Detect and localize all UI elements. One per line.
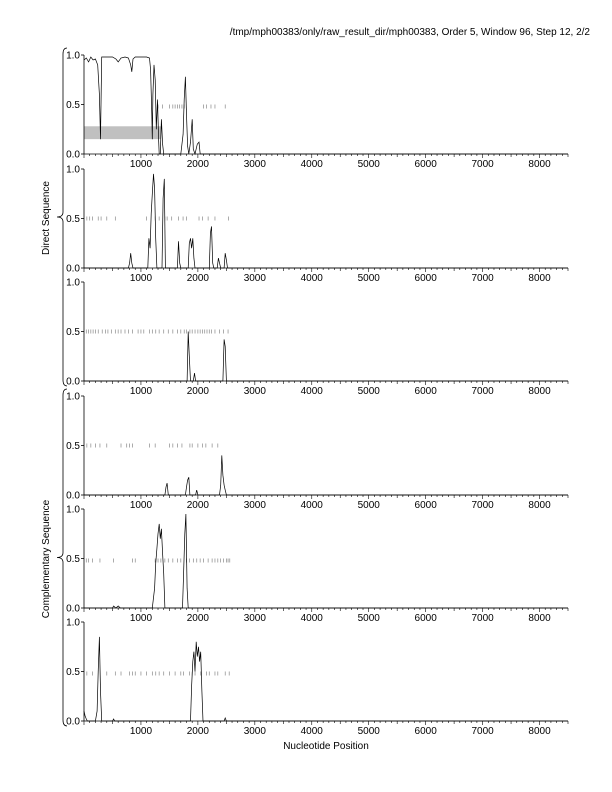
y-tick-label: 0.5 [66,100,80,111]
y-tick-label: 0.0 [66,490,80,502]
x-tick-label: 5000 [357,726,380,737]
x-tick-label: 1000 [129,500,153,511]
x-tick-label: 4000 [300,273,323,284]
x-tick-label: 1000 [129,726,153,737]
y-tick-label: 1.0 [66,164,80,176]
x-tick-label: 8000 [528,159,551,170]
x-tick-label: 4000 [300,613,323,624]
x-tick-label: 4000 [300,386,323,397]
x-tick-label: 8000 [528,726,551,737]
group-label-direct: Direct Sequence [41,181,52,255]
x-tick-label: 6000 [414,386,437,397]
series-line [84,57,568,154]
x-tick-label: 7000 [471,726,494,737]
x-axis-label: Nucleotide Position [283,741,369,752]
x-tick-label: 2000 [186,726,210,737]
series-line [84,174,568,268]
x-tick-label: 7000 [471,159,494,170]
x-tick-label: 8000 [528,386,551,397]
x-tick-label: 8000 [528,500,551,511]
y-tick-label: 0.0 [66,263,80,275]
panel-1 [66,51,568,171]
y-tick-label: 0.5 [66,327,80,338]
x-tick-label: 7000 [471,273,494,284]
y-tick-label: 0.5 [66,667,80,678]
x-tick-label: 6000 [414,726,437,737]
x-tick-label: 2000 [186,613,210,624]
x-tick-label: 5000 [357,159,380,170]
x-tick-label: 8000 [528,613,551,624]
x-tick-label: 4000 [300,500,323,511]
x-tick-label: 6000 [414,159,437,170]
chart-title: /tmp/mph00383/only/raw_result_dir/mph00383, Order 5, Window 96, Step 12, 2/2 [229,27,590,38]
x-tick-label: 3000 [243,386,266,397]
panel-4 [66,392,568,512]
x-tick-label: 1000 [129,386,153,397]
y-tick-label: 1.0 [66,391,80,403]
y-tick-label: 0.0 [66,716,80,728]
x-tick-label: 3000 [243,613,266,624]
highlight-band [84,126,161,139]
y-tick-label: 1.0 [66,277,80,289]
x-tick-label: 2000 [186,273,210,284]
series-line [84,332,568,382]
x-tick-label: 5000 [357,273,380,284]
y-tick-label: 0.0 [66,603,80,615]
x-tick-label: 6000 [414,613,437,624]
x-tick-label: 6000 [414,500,437,511]
x-tick-label: 4000 [300,159,323,170]
x-tick-label: 5000 [357,613,380,624]
x-tick-label: 6000 [414,273,437,284]
y-tick-label: 0.5 [66,441,80,452]
y-tick-label: 0.0 [66,149,80,161]
x-tick-label: 7000 [471,386,494,397]
y-tick-label: 0.5 [66,554,80,565]
x-tick-label: 4000 [300,726,323,737]
panel-3 [66,278,568,398]
x-tick-label: 8000 [528,273,551,284]
x-tick-label: 3000 [243,159,266,170]
series-line [84,637,568,721]
panel-6 [66,618,568,738]
x-tick-label: 3000 [243,500,266,511]
y-tick-label: 0.0 [66,376,80,388]
x-tick-label: 5000 [357,386,380,397]
series-line [84,455,568,495]
y-tick-label: 0.5 [66,214,80,225]
y-tick-label: 1.0 [66,504,80,516]
x-tick-label: 1000 [129,613,153,624]
x-tick-label: 3000 [243,726,266,737]
y-tick-label: 1.0 [66,50,80,62]
x-tick-label: 3000 [243,273,266,284]
panel-5 [66,505,568,625]
x-tick-label: 2000 [186,500,210,511]
x-tick-label: 1000 [129,159,153,170]
x-tick-label: 1000 [129,273,153,284]
x-tick-label: 2000 [186,159,210,170]
x-tick-label: 7000 [471,613,494,624]
panel-2 [66,165,568,285]
x-tick-label: 5000 [357,500,380,511]
x-tick-label: 7000 [471,500,494,511]
series-line [84,514,568,608]
panels-layer [66,51,568,738]
y-tick-label: 1.0 [66,617,80,629]
group-label-complementary: Complementary Sequence [41,499,52,619]
x-tick-label: 2000 [186,386,210,397]
